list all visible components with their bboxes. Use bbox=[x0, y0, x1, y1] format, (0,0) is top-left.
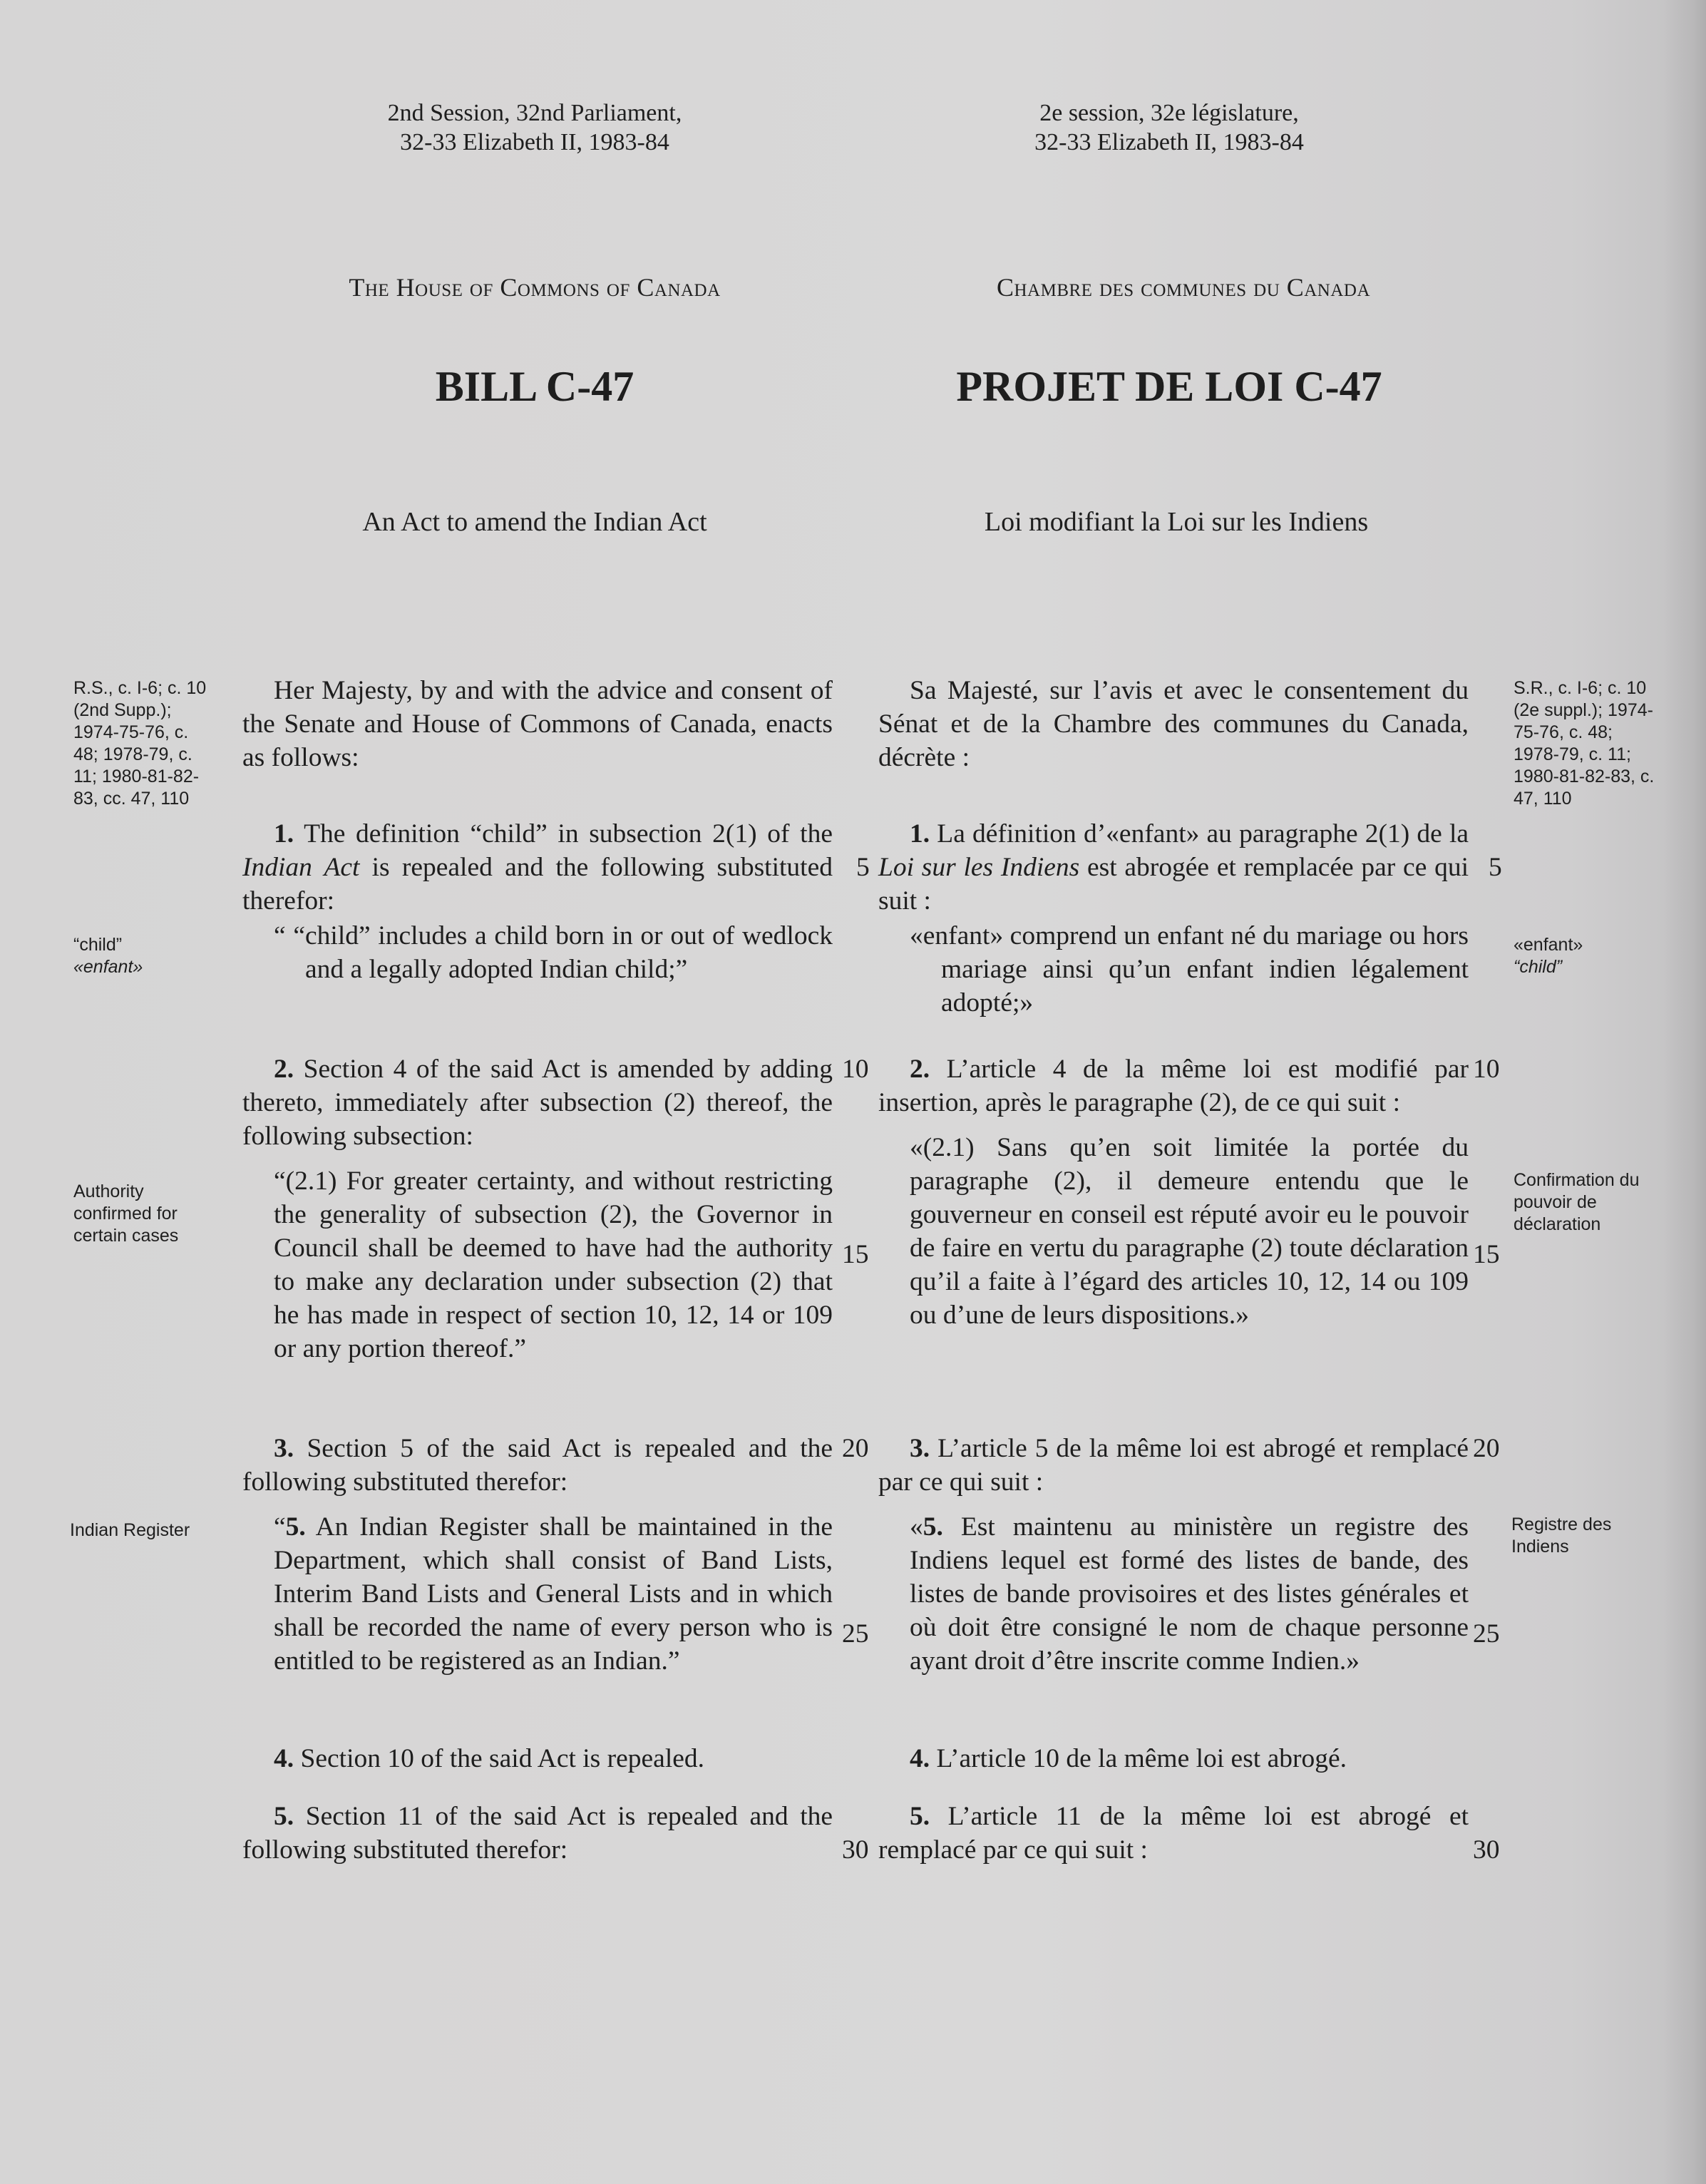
section-2-text-en bbox=[242, 1052, 833, 1153]
bill-title-en: BILL C-47 bbox=[435, 363, 634, 410]
line-number-25-right: 25 bbox=[1473, 1619, 1500, 1649]
english-section-2 bbox=[242, 1052, 833, 1365]
session-line-1-en: 2nd Session, 32nd Parliament, bbox=[387, 100, 682, 126]
act-subtitle-en: An Act to amend the Indian Act bbox=[362, 507, 707, 537]
section-5-number-en: 5. bbox=[274, 1802, 294, 1831]
page-edge-shadow bbox=[1663, 0, 1706, 2184]
section-1-number-en: 1. bbox=[274, 819, 294, 849]
margin-note-child-en: “child” bbox=[73, 935, 123, 955]
french-section-3 bbox=[878, 1432, 1469, 1678]
line-number-15-center: 15 bbox=[842, 1240, 869, 1269]
section-3-quote-body-fr: Est maintenu au ministère un registre des Indiens lequel est formé des listes de bande, des listes de bande provisoires et des listes générales et où doit être consigné le nom de chaque personne ayant droit d’être inscrite comme Indien.» bbox=[910, 1512, 1469, 1676]
line-number-10-center: 10 bbox=[842, 1055, 869, 1084]
section-4-text-en bbox=[242, 1742, 833, 1775]
section-3-number-en: 3. bbox=[274, 1434, 294, 1463]
section-3-quote-en bbox=[242, 1510, 833, 1678]
section-1-quote-en: “ “child” includes a child born in or out of wedlock and a legally adopted Indian child;” bbox=[274, 921, 833, 984]
english-section-5 bbox=[242, 1800, 833, 1867]
margin-note-enfant bbox=[1514, 934, 1656, 978]
enacting-text-en: Her Majesty, by and with the advice and consent of the Senate and House of Commons of Canada, enacts as follows: bbox=[242, 676, 833, 772]
line-number-5-center: 5 bbox=[856, 853, 870, 882]
line-number-5-right: 5 bbox=[1489, 853, 1502, 882]
section-1-part-a-fr: La définition d’«enfant» au paragraphe 2(1) de la bbox=[937, 819, 1469, 849]
margin-note-enfant-en: “child” bbox=[1514, 957, 1563, 977]
section-4-number-fr: 4. bbox=[910, 1744, 930, 1773]
section-4-body-en: Section 10 of the said Act is repealed. bbox=[300, 1744, 705, 1773]
section-2-text-fr bbox=[878, 1052, 1469, 1119]
section-4-text-fr bbox=[878, 1742, 1469, 1775]
line-number-10-right: 10 bbox=[1473, 1055, 1500, 1084]
section-3-quote-mark-fr: « bbox=[910, 1512, 923, 1542]
section-1-part-a-en: The definition “child” in subsection 2(1) of the bbox=[304, 819, 833, 849]
section-1-act-name-en: Indian Act bbox=[242, 853, 360, 882]
house-title-en: The House of Commons of Canada bbox=[349, 273, 721, 302]
french-section-2 bbox=[878, 1052, 1469, 1332]
section-3-quote-number-fr: 5. bbox=[923, 1512, 943, 1542]
section-2-body-en: Section 4 of the said Act is amended by adding thereto, immediately after subsection (2) thereof, the following subsection: bbox=[242, 1055, 833, 1151]
line-number-20-right: 20 bbox=[1473, 1434, 1500, 1463]
section-5-text-fr bbox=[878, 1800, 1469, 1867]
act-subtitle-fr: Loi modifiant la Loi sur les Indiens bbox=[984, 507, 1369, 537]
section-1-text-en bbox=[242, 817, 833, 918]
session-line-1-fr: 2e session, 32e législature, bbox=[1039, 100, 1299, 126]
section-3-quote-body-en: An Indian Register shall be maintained in the Department, which shall consist of Band Lists, Interim Band Lists and General Lists and in which shall be recorded the name of every person who is entitled to be registered as an Indian.” bbox=[274, 1512, 833, 1676]
margin-note-enfant-fr: «enfant» bbox=[1514, 935, 1583, 955]
section-2-body-fr: L’article 4 de la même loi est modifié par insertion, après le paragraphe (2), de ce qui suit : bbox=[878, 1055, 1469, 1117]
line-number-15-right: 15 bbox=[1473, 1240, 1500, 1269]
french-section-1 bbox=[878, 817, 1469, 1020]
french-section-5 bbox=[878, 1800, 1469, 1867]
enacting-text-fr: Sa Majesté, sur l’avis et avec le consentement du Sénat et de la Chambre des communes du Canada, décrète : bbox=[878, 676, 1469, 772]
section-2-quote-en: “(2.1) For greater certainty, and without restricting the generality of subsection (2), the Governor in Council shall be deemed to have had the authority to make any declaration under subsection (2) that he has made in respect of section 10, 12, 14 or 109 or any portion thereof.” bbox=[274, 1167, 833, 1363]
english-section-3 bbox=[242, 1432, 833, 1678]
section-2-number-en: 2. bbox=[274, 1055, 294, 1084]
margin-note-sr: S.R., c. I-6; c. 10 (2e suppl.); 1974-75-76, c. 48; 1978-79, c. 11; 1980-81-82-83, c. 47, 110 bbox=[1514, 678, 1655, 809]
french-section-4 bbox=[878, 1742, 1469, 1775]
margin-note-register: Indian Register bbox=[70, 1520, 190, 1540]
section-3-text-en bbox=[242, 1432, 833, 1499]
session-header-en bbox=[314, 98, 756, 157]
section-5-text-en bbox=[242, 1800, 833, 1867]
section-5-number-fr: 5. bbox=[910, 1802, 930, 1831]
margin-note-authority: Authority confirmed for certain cases bbox=[73, 1181, 179, 1246]
english-section-1 bbox=[242, 817, 833, 986]
session-line-2-en: 32-33 Elizabeth II, 1983-84 bbox=[400, 129, 669, 155]
house-title-fr: Chambre des communes du Canada bbox=[996, 273, 1371, 302]
line-number-20-center: 20 bbox=[842, 1434, 869, 1463]
section-3-body-en: Section 5 of the said Act is repealed and the following substituted therefor: bbox=[242, 1434, 833, 1497]
section-1-part-b-en: is repealed and the following substituted therefor: bbox=[242, 853, 833, 916]
section-5-body-en: Section 11 of the said Act is repealed and the following substituted therefor: bbox=[242, 1802, 833, 1865]
line-number-25-center: 25 bbox=[842, 1619, 869, 1649]
section-4-body-fr: L’article 10 de la même loi est abrogé. bbox=[936, 1744, 1347, 1773]
english-section-4 bbox=[242, 1742, 833, 1775]
section-3-body-fr: L’article 5 de la même loi est abrogé et remplacé par ce qui suit : bbox=[878, 1434, 1469, 1497]
section-1-part-b-fr: est abrogée et remplacée par ce qui suit : bbox=[878, 853, 1469, 916]
section-4-number-en: 4. bbox=[274, 1744, 294, 1773]
margin-note-rs: R.S., c. I-6; c. 10 (2nd Supp.); 1974-75-76, c. 48; 1978-79, c. 11; 1980-81-82-83, cc. 47, 110 bbox=[73, 678, 207, 809]
section-1-act-name-fr: Loi sur les Indiens bbox=[878, 853, 1080, 882]
section-1-text-fr bbox=[878, 817, 1469, 918]
session-line-2-fr: 32-33 Elizabeth II, 1983-84 bbox=[1034, 129, 1304, 155]
section-3-text-fr bbox=[878, 1432, 1469, 1499]
section-3-number-fr: 3. bbox=[910, 1434, 930, 1463]
english-enacting-clause bbox=[242, 674, 833, 774]
session-header-fr bbox=[948, 98, 1390, 157]
section-2-quote-fr: «(2.1) Sans qu’en soit limitée la portée du paragraphe (2), il demeure entendu que le gouverneur en conseil est réputé avoir eu le pouvoir de faire en vertu du paragraphe (2) toute déclaration qu’il a faite à l’égard des articles 10, 12, 14 ou 109 ou d’une de leurs dispositions.» bbox=[910, 1133, 1469, 1330]
section-1-number-fr: 1. bbox=[910, 819, 930, 849]
margin-note-child bbox=[73, 934, 216, 978]
section-3-quote-number-en: 5. bbox=[285, 1512, 306, 1542]
french-enacting-clause bbox=[878, 674, 1469, 774]
section-1-quote-fr: «enfant» comprend un enfant né du mariage ou hors mariage ainsi qu’un enfant indien légalement adopté;» bbox=[910, 921, 1469, 1017]
section-2-number-fr: 2. bbox=[910, 1055, 930, 1084]
line-number-30-right: 30 bbox=[1473, 1835, 1500, 1865]
bill-title-fr: PROJET DE LOI C-47 bbox=[956, 363, 1382, 410]
line-number-30-center: 30 bbox=[842, 1835, 869, 1865]
section-3-quote-mark-en: “ bbox=[274, 1512, 286, 1542]
section-3-quote-fr bbox=[878, 1510, 1469, 1678]
margin-note-child-fr: «enfant» bbox=[73, 957, 143, 977]
margin-note-registre: Registre des Indiens bbox=[1511, 1514, 1612, 1557]
section-5-body-fr: L’article 11 de la même loi est abrogé et remplacé par ce qui suit : bbox=[878, 1802, 1469, 1865]
margin-note-confirmation: Confirmation du pouvoir de déclaration bbox=[1514, 1170, 1640, 1234]
